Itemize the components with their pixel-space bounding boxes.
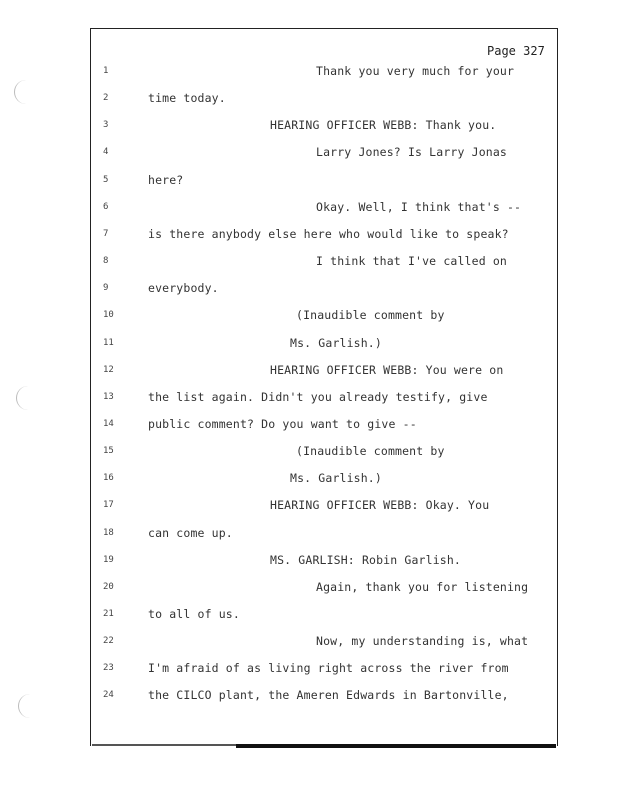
transcript-line — [0, 335, 618, 358]
line-number: 15 — [103, 446, 114, 457]
line-number: 16 — [103, 473, 114, 484]
line-text: can come up. — [148, 525, 233, 540]
transcript-line — [0, 120, 618, 140]
line-number: 11 — [103, 337, 114, 348]
line-text: Thank you very much for your — [316, 64, 515, 78]
transcript-line — [0, 500, 618, 520]
transcript-line — [0, 283, 618, 303]
line-text: is there anybody else here who would like to speak? — [148, 226, 509, 241]
line-text: HEARING OFFICER WEBB: Okay. You — [270, 498, 490, 513]
line-text: Now, my understanding is, what — [316, 634, 529, 649]
line-number: 17 — [103, 500, 114, 511]
line-text: the list again. Didn't you already testify, give — [148, 389, 488, 404]
line-text: Again, thank you for listening — [316, 579, 529, 594]
line-number: 2 — [103, 93, 109, 104]
transcript-line — [0, 226, 618, 249]
transcript-line — [0, 690, 618, 710]
transcript-line — [0, 579, 618, 602]
line-number: 9 — [103, 283, 109, 294]
line-number: 20 — [103, 581, 114, 592]
line-text: the CILCO plant, the Ameren Edwards in Bartonville, — [148, 688, 509, 703]
line-number: 18 — [103, 527, 114, 538]
page-number: Page 327 — [487, 44, 545, 58]
line-text: everybody. — [148, 281, 219, 296]
transcript-line — [0, 552, 618, 575]
transcript-line — [0, 663, 618, 683]
line-number: 19 — [103, 554, 114, 565]
transcript-line — [0, 525, 618, 548]
line-number: 13 — [103, 391, 114, 402]
line-number: 5 — [103, 174, 109, 185]
line-number: 24 — [103, 690, 114, 701]
line-number: 4 — [103, 147, 109, 158]
transcript-line — [0, 636, 618, 656]
line-number: 21 — [103, 609, 114, 619]
transcript-line — [0, 256, 618, 276]
transcript-line — [0, 473, 618, 493]
transcript-line — [0, 446, 618, 466]
line-number: 1 — [103, 66, 109, 76]
line-text: (Inaudible comment by — [296, 444, 445, 459]
line-text: to all of us. — [148, 607, 240, 621]
line-text: time today. — [148, 91, 226, 106]
line-number: 3 — [103, 120, 109, 131]
line-text: here? — [148, 172, 184, 187]
transcript-line — [0, 66, 618, 86]
transcript-line — [0, 389, 618, 412]
line-number: 14 — [103, 418, 114, 429]
line-text: Ms. Garlish.) — [290, 335, 382, 350]
line-text: Okay. Well, I think that's -- — [316, 199, 522, 214]
line-number: 10 — [103, 310, 114, 321]
line-number: 23 — [103, 663, 114, 674]
line-text: Ms. Garlish.) — [290, 471, 382, 486]
page-bottom-thick-rule — [236, 744, 556, 748]
line-text: I think that I've called on — [316, 254, 507, 269]
line-number: 22 — [103, 636, 114, 647]
transcript-line — [0, 147, 618, 167]
line-text: (Inaudible comment by — [296, 308, 445, 323]
line-text: public comment? Do you want to give -- — [148, 416, 417, 431]
line-number: 8 — [103, 256, 109, 267]
line-number: 6 — [103, 201, 109, 212]
line-text: MS. GARLISH: Robin Garlish. — [270, 552, 461, 567]
transcript-line — [0, 362, 618, 385]
transcript-line — [0, 609, 618, 629]
line-text: HEARING OFFICER WEBB: You were on — [270, 362, 504, 377]
line-number: 12 — [103, 364, 114, 375]
line-text: I'm afraid of as living right across the river from — [148, 661, 509, 676]
transcript-line — [0, 199, 618, 222]
transcript-line — [0, 416, 618, 439]
line-number: 7 — [103, 228, 109, 239]
transcript-line — [0, 172, 618, 195]
line-text: HEARING OFFICER WEBB: Thank you. — [270, 118, 497, 133]
transcript-line — [0, 93, 618, 113]
transcript-line — [0, 310, 618, 330]
line-text: Larry Jones? Is Larry Jonas — [316, 145, 507, 160]
